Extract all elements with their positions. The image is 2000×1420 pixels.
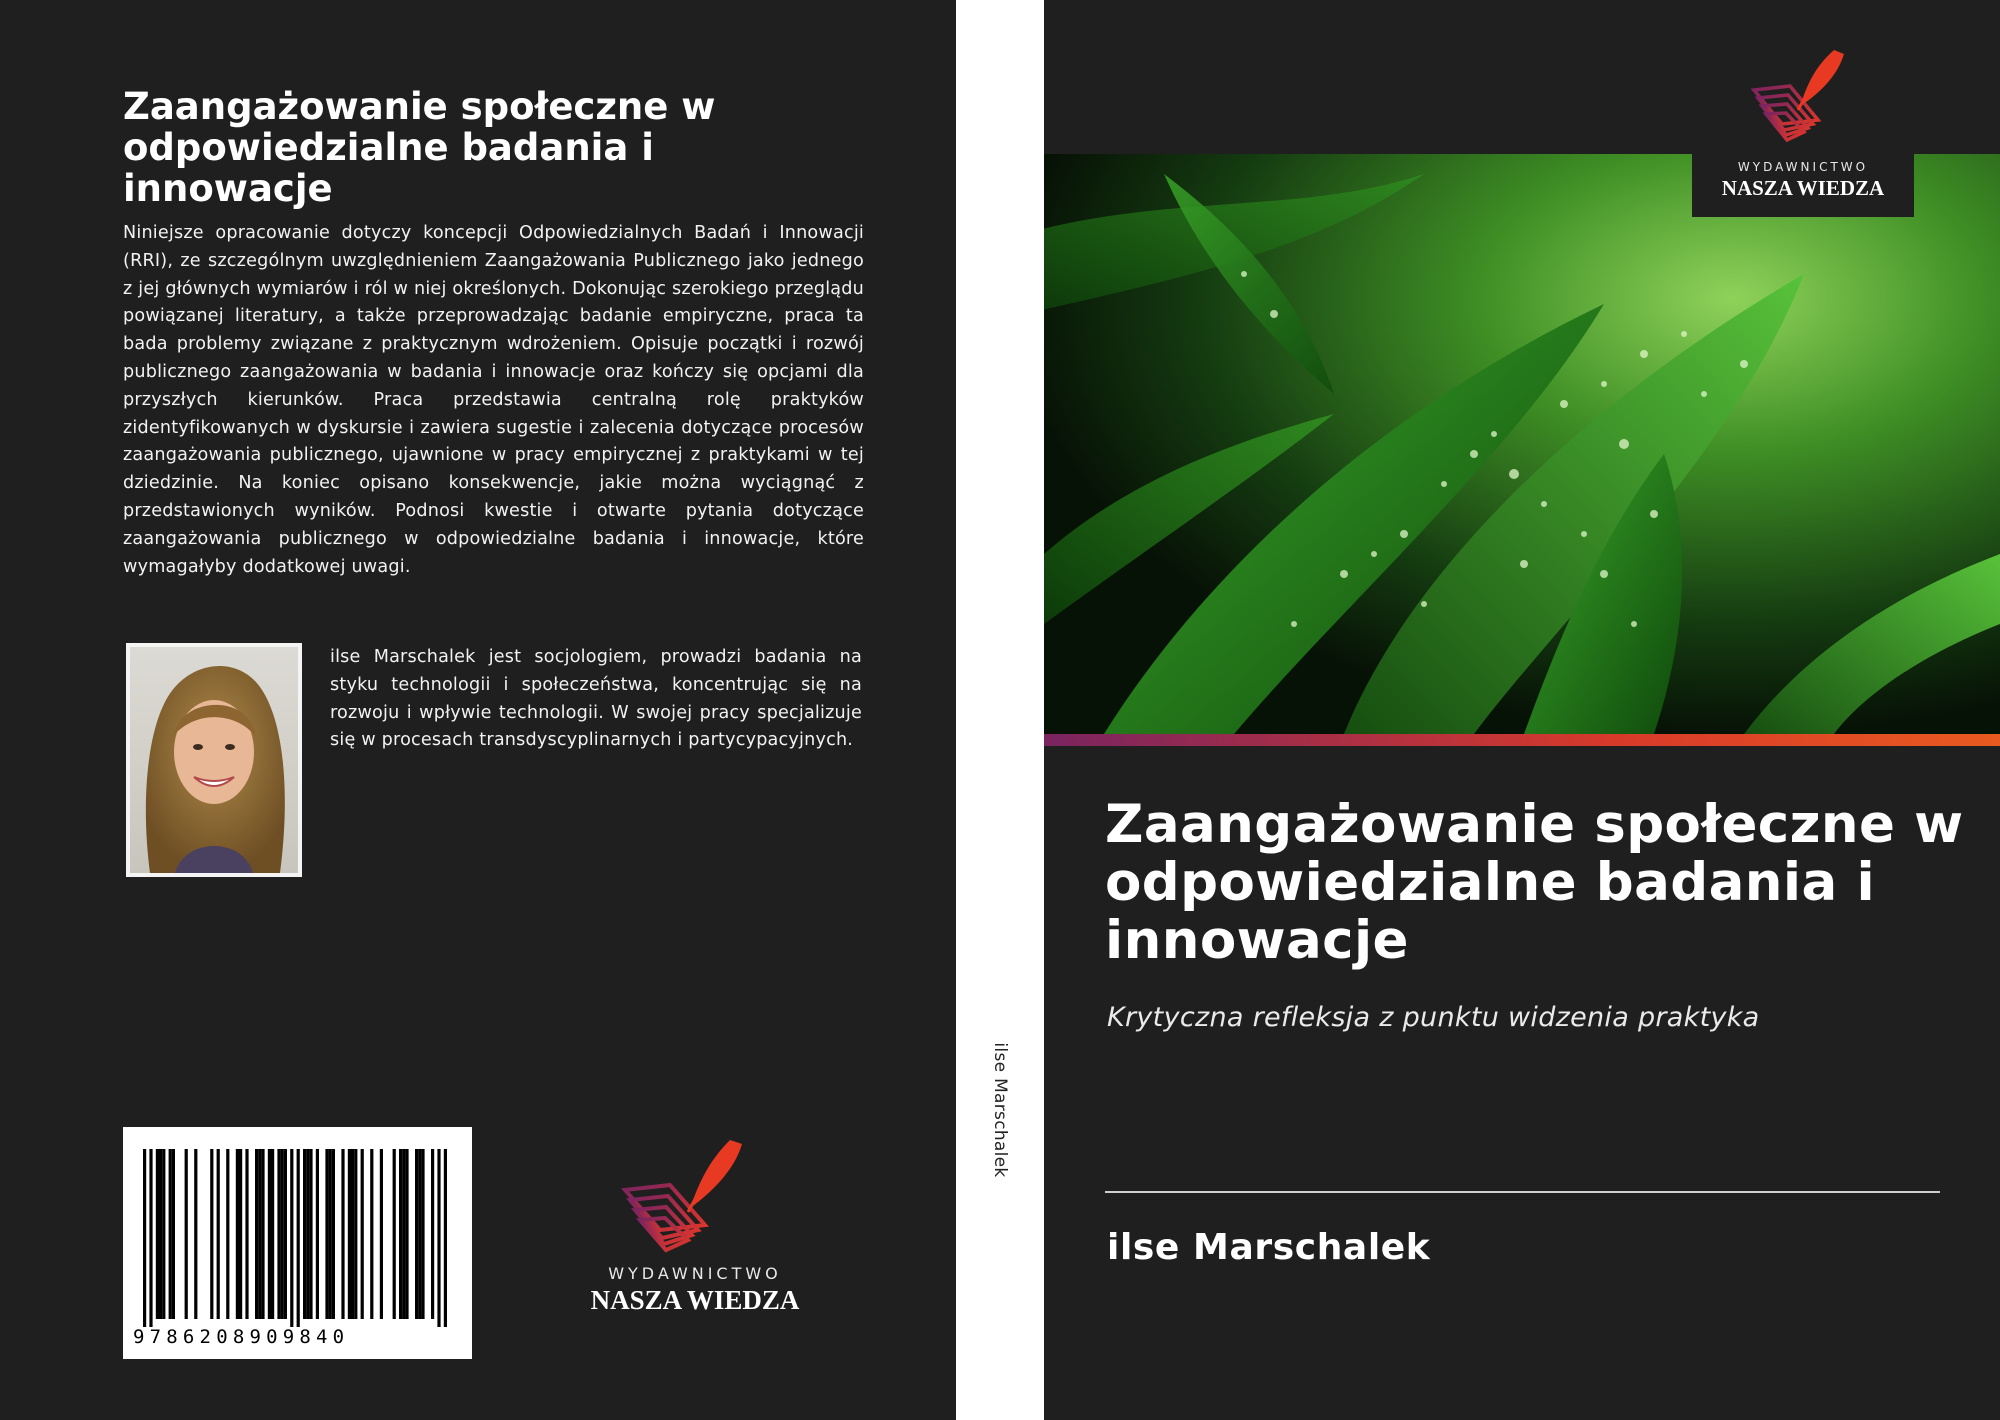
barcode-bar bbox=[284, 1149, 287, 1319]
barcode-bar bbox=[306, 1149, 309, 1319]
spine-author: ilse Marschalek bbox=[990, 1042, 1010, 1178]
publisher-line1: WYDAWNICTWO bbox=[1737, 160, 1869, 174]
barcode-bar bbox=[271, 1149, 274, 1319]
barcode-bar bbox=[421, 1149, 424, 1319]
barcode-bar bbox=[172, 1149, 175, 1319]
barcode-bar bbox=[239, 1149, 242, 1319]
barcode-bar bbox=[415, 1149, 418, 1319]
barcode-bar bbox=[354, 1149, 357, 1319]
barcode-bar bbox=[380, 1149, 383, 1319]
barcode-bar bbox=[444, 1149, 447, 1334]
barcode-bar bbox=[399, 1149, 402, 1319]
barcode-bar bbox=[309, 1149, 312, 1319]
barcode-bar bbox=[329, 1149, 332, 1319]
barcode-bar bbox=[393, 1149, 396, 1319]
barcode-bar bbox=[268, 1149, 271, 1319]
barcode-bar bbox=[149, 1149, 152, 1334]
back-publisher-logo bbox=[570, 1130, 820, 1330]
barcode-bar bbox=[217, 1149, 220, 1319]
back-cover-title: Zaangażowanie społeczne w odpowiedzialne badania i innowacje bbox=[123, 85, 716, 210]
barcode-bar bbox=[332, 1149, 335, 1319]
barcode-bar bbox=[437, 1149, 440, 1334]
barcode-bar bbox=[185, 1149, 188, 1319]
front-cover-author: ilse Marschalek bbox=[1107, 1227, 1431, 1268]
book-quill-icon bbox=[1692, 48, 1914, 158]
accent-gradient-bar bbox=[1044, 734, 2000, 746]
barcode-bar bbox=[255, 1149, 258, 1319]
book-description: Niniejsze opracowanie dotyczy koncepcji Odpowiedzialnych Badań i Innowacji (RRI), ze szczególnym uwzględnieniem Zaangażowania Publicznego jako jednego z jej głównych wymiarów i ról w niej określonych. Dokonując szerokiego przeglądu powiązanej literatury, a także przeprowadzając badanie empiryczne, praca ta bada problemy związane z praktycznym wdrożeniem. Opisuje początki i rozwój publicznego zaangażowania w badania i innowacje oraz kończy się opcjami dla przyszłych kierunków. Praca przedstawia centralną rolę praktyków zidentyfikowanych w dyskursie i zawiera sugestie i zalecenia dotyczące procesów zaangażowania publicznego, ujawnione w pracy empirycznej z praktykami w tej dziedzinie. Na koniec opisano konsekwencje, jakie można wyciągnąć z przedstawionych wyników. Podnosi kwestie i otwarte pytania dotyczące zaangażowania publicznego w odpowiedzialne badania i innowacje, które wymagałyby dodatkowej uwagi. bbox=[123, 223, 864, 577]
barcode-bar bbox=[341, 1149, 344, 1319]
barcode-bar bbox=[162, 1149, 165, 1319]
front-cover-title: Zaangażowanie społeczne w odpowiedzialne badania i innowacje bbox=[1105, 794, 1964, 971]
barcode-bar bbox=[261, 1149, 264, 1319]
barcode-bar bbox=[194, 1149, 197, 1319]
barcode-bar bbox=[325, 1149, 328, 1319]
barcode-bar bbox=[361, 1149, 364, 1319]
barcode-bar bbox=[226, 1149, 229, 1319]
author-bio: ilse Marschalek jest socjologiem, prowadzi badania na styku technologii i społeczeństwa, koncentrując się na rozwoju i wpływie technologii. W swojej pracy specjalizuje się w procesach transdyscyplinarnych i partycypacyjnych. bbox=[330, 647, 862, 751]
front-cover-subtitle: Krytyczna refleksja z punktu widzenia praktyka bbox=[1107, 1002, 1760, 1033]
back-cover bbox=[0, 0, 956, 1420]
cover-image-leaves bbox=[1044, 154, 2000, 734]
barcode-bar bbox=[258, 1149, 261, 1319]
isbn-number: 9786208909840 bbox=[133, 1327, 463, 1347]
barcode-bar bbox=[159, 1149, 162, 1319]
barcode-bar bbox=[290, 1149, 293, 1334]
divider bbox=[1105, 1191, 1940, 1193]
book-quill-icon bbox=[570, 1130, 820, 1260]
publisher-line2: NASZA WIEDZA bbox=[590, 1285, 800, 1315]
barcode-bar bbox=[431, 1149, 434, 1319]
book-spine bbox=[956, 0, 1044, 1420]
isbn-barcode bbox=[123, 1127, 472, 1359]
barcode-bar bbox=[169, 1149, 172, 1319]
barcode-bar bbox=[156, 1149, 159, 1319]
publisher-line1: WYDAWNICTWO bbox=[608, 1264, 782, 1283]
front-cover bbox=[1044, 0, 2000, 1420]
barcode-bar bbox=[277, 1149, 280, 1319]
barcode-bar bbox=[303, 1149, 306, 1319]
author-photo bbox=[126, 643, 302, 877]
barcode-bar bbox=[351, 1149, 354, 1319]
barcode-bar bbox=[402, 1149, 405, 1319]
barcode-bar bbox=[418, 1149, 421, 1319]
front-publisher-logo bbox=[1692, 42, 1914, 217]
publisher-line2: NASZA WIEDZA bbox=[1721, 176, 1885, 200]
barcode-bar bbox=[245, 1149, 248, 1319]
barcode-bar bbox=[281, 1149, 284, 1319]
barcode-bar bbox=[143, 1149, 146, 1334]
barcode-bar bbox=[370, 1149, 373, 1319]
barcode-bar bbox=[210, 1149, 213, 1319]
barcode-bar bbox=[236, 1149, 239, 1319]
barcode-bar bbox=[405, 1149, 408, 1319]
barcode-bar bbox=[316, 1149, 319, 1319]
barcode-bar bbox=[297, 1149, 300, 1334]
barcode-bar bbox=[348, 1149, 351, 1319]
